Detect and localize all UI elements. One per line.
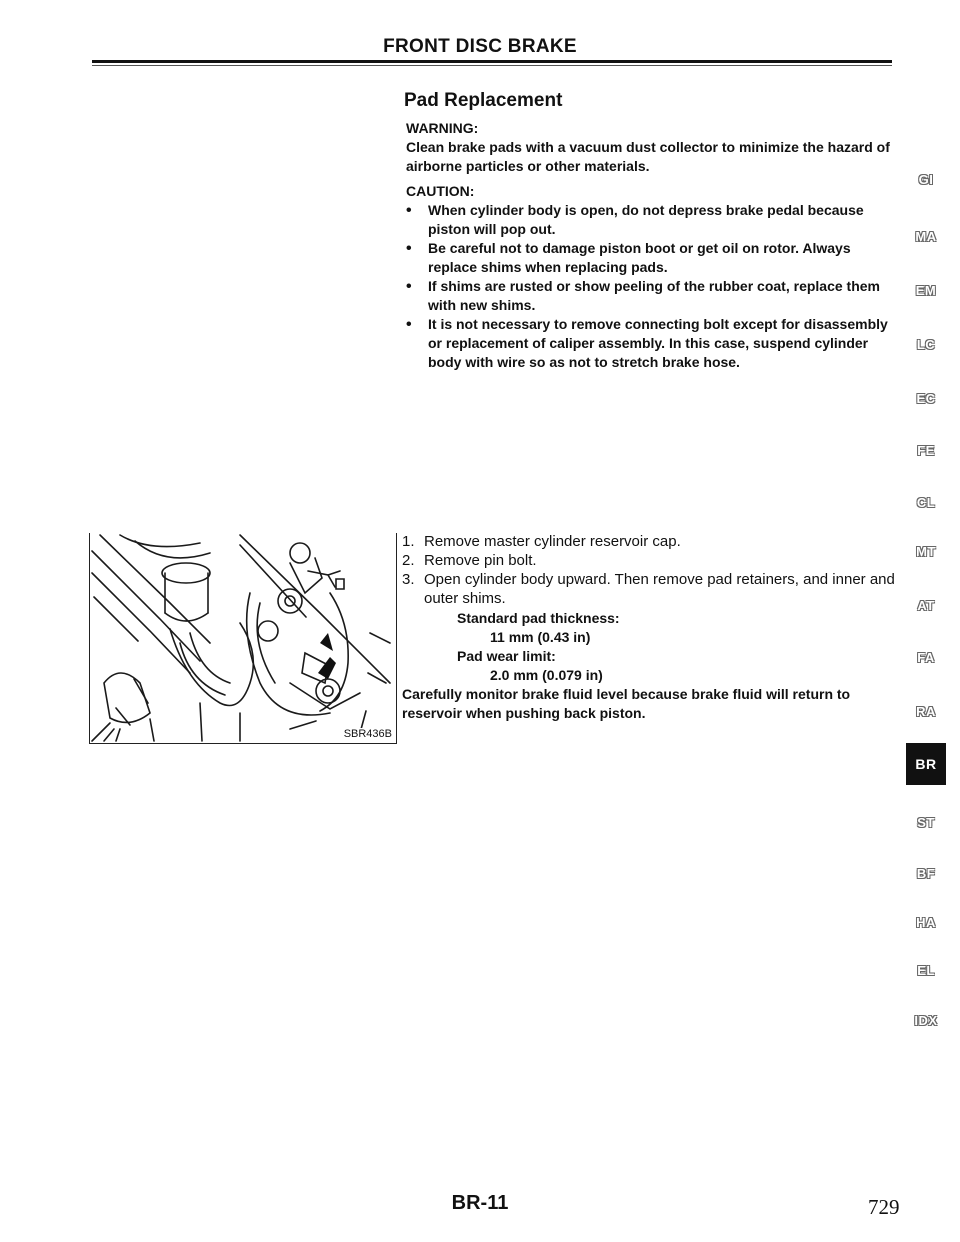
caution-label: CAUTION: — [406, 183, 475, 199]
warning-label: WARNING: — [406, 120, 479, 136]
step-number: 3. — [402, 571, 415, 588]
index-tab-ha[interactable]: HA — [916, 915, 936, 930]
spec-thickness-label: Standard pad thickness: — [457, 610, 620, 626]
procedure-step — [402, 570, 897, 608]
caution-list — [406, 201, 896, 372]
page-code: BR-11 — [451, 1192, 509, 1214]
step-text: Open cylinder body upward. Then remove pad retainers, and inner and outer shims. — [424, 571, 895, 607]
index-tab-bf[interactable]: BF — [916, 866, 936, 881]
index-tab-lc[interactable]: LC — [916, 337, 936, 352]
index-tab-ec[interactable]: EC — [916, 391, 936, 406]
step-text: Remove pin bolt. — [424, 552, 537, 569]
caliper-illustration — [90, 533, 396, 743]
index-tab-fe[interactable]: FE — [917, 443, 935, 458]
index-tab-ra[interactable]: RA — [916, 704, 936, 719]
index-tab-fa[interactable]: FA — [917, 650, 935, 665]
spec-wear-label: Pad wear limit: — [457, 648, 556, 664]
caliper-figure — [89, 533, 397, 744]
procedure-step — [402, 532, 897, 551]
index-tab-idx[interactable]: IDX — [914, 1013, 938, 1028]
procedure-step — [402, 551, 897, 570]
caution-item: • If shims are rusted or show peeling of the rubber coat, replace them with new shims. — [406, 277, 896, 315]
index-tab-ma[interactable]: MA — [915, 229, 937, 244]
warning-text: Clean brake pads with a vacuum dust collector to minimize the hazard of airborne particles or other materials. — [406, 139, 890, 174]
index-tab-em[interactable]: EM — [915, 283, 937, 298]
caution-item: • When cylinder body is open, do not depress brake pedal because piston will pop out. — [406, 201, 896, 239]
index-tab-st[interactable]: ST — [917, 815, 935, 830]
spec-wear-value: 2.0 mm (0.079 in) — [490, 667, 603, 683]
caution-item: • Be careful not to damage piston boot or get oil on rotor. Always replace shims when replacing pads. — [406, 239, 896, 277]
step-text: Remove master cylinder reservoir cap. — [424, 533, 681, 550]
page-header-title: FRONT DISC BRAKE — [383, 36, 577, 57]
procedure-steps — [402, 532, 897, 608]
index-tab-br-active[interactable]: BR — [906, 743, 946, 785]
fluid-level-note: Carefully monitor brake fluid level because brake fluid will return to reservoir when pushing back piston. — [402, 686, 851, 721]
section-title: Pad Replacement — [404, 90, 563, 111]
section-index-tabs — [906, 0, 946, 1242]
index-tab-mt[interactable]: MT — [916, 544, 936, 559]
caution-item: • It is not necessary to remove connecting bolt except for disassembly or replacement of caliper assembly. In this case, suspend cylinder body with wire so as not to stretch brake hose. — [406, 315, 896, 372]
spec-thickness-value: 11 mm (0.43 in) — [490, 629, 591, 645]
page-number: 729 — [868, 1195, 900, 1219]
step-number: 1. — [402, 533, 415, 550]
header-rule-thin — [92, 65, 892, 66]
index-tab-cl[interactable]: CL — [916, 495, 936, 510]
index-tab-el[interactable]: EL — [917, 963, 935, 978]
figure-id: SBR436B — [343, 728, 392, 740]
header-rule — [92, 60, 892, 63]
index-tab-gi[interactable]: GI — [918, 172, 934, 187]
index-tab-at[interactable]: AT — [917, 598, 935, 613]
step-number: 2. — [402, 552, 415, 569]
